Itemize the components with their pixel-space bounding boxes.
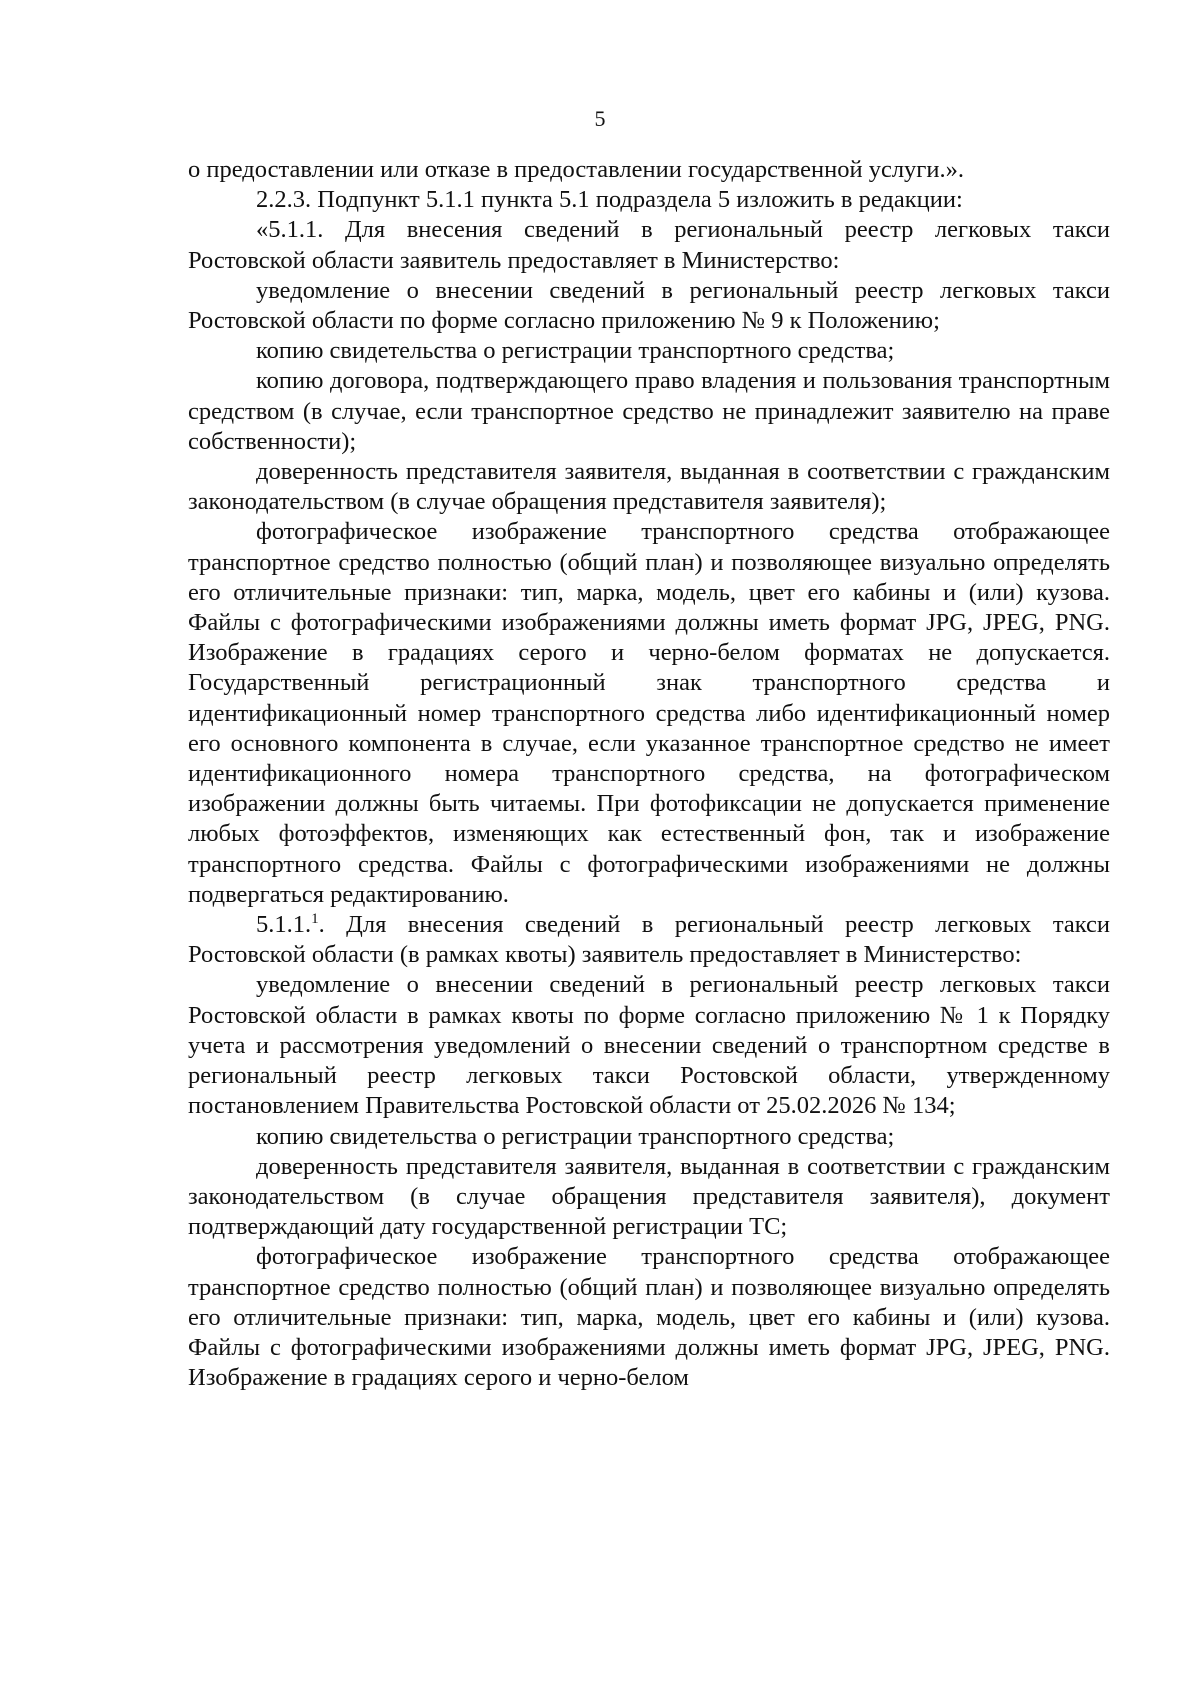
subclause-superscript: 1 [311, 910, 319, 927]
paragraph-continuation: о предоставлении или отказе в предоставлении государственной услуги.». [188, 156, 964, 183]
document-body [188, 155, 1110, 1393]
paragraph-photo-requirements: фотографическое изображение транспортного средства отображающее транспортное средство полностью (общий план) и позволяющее визуально определять его отличительные признаки: тип, марка, модель, цвет его кабины и (или) кузова. Файлы с фотографическими изображениями должны иметь формат JPG, JPEG, PNG. Изображение в градациях серого и черно-белом форматах не допускается. Государственный регистрационный знак транспортного средства и идентификационный номер транспортного средства либо идентификационный номер его основного компонента в случае, если указанное транспортное средство не имеет идентификационного номера транспортного средства, на фотографическом изображении должны быть читаемы. При фотофиксации не допускается применение любых фотоэффектов, изменяющих как естественный фон, так и изображение транспортного средства. Файлы с фотографическими изображениями не должны подвергаться редактированию. [188, 518, 1110, 908]
paragraph-registration-copy-item: копию свидетельства о регистрации транспортного средства; [256, 337, 895, 365]
paragraph-amendment-2-2-3: 2.2.3. Подпункт 5.1.1 пункта 5.1 подраздела 5 изложить в редакции: [256, 186, 963, 214]
paragraph-photo-requirements-2: фотографическое изображение транспортного средства отображающее транспортное средство полностью (общий план) и позволяющее визуально определять его отличительные признаки: тип, марка, модель, цвет его кабины и (или) кузова. Файлы с фотографическими изображениями должны иметь формат JPG, JPEG, PNG. Изображение в градациях серого и черно-белом [188, 1243, 1110, 1392]
paragraph-clause-5-1-1: «5.1.1. Для внесения сведений в региональный реестр легковых такси Ростовской области заявитель предоставляет в Министерство: [188, 216, 1110, 274]
paragraph-registration-copy-item-2: копию свидетельства о регистрации транспортного средства; [256, 1122, 895, 1150]
paragraph-notice-item: уведомление о внесении сведений в региональный реестр легковых такси Ростовской области по форме согласно приложению № 9 к Положению; [188, 276, 1110, 335]
paragraph-power-of-attorney-item: доверенность представителя заявителя, выданная в соответствии с гражданским законодательством (в случае обращения представителя заявителя); [188, 458, 1110, 516]
paragraph-power-of-attorney-item-2: доверенность представителя заявителя, выданная в соответствии с гражданским законодательством (в случае обращения представителя заявителя), документ подтверждающий дату государственной регистрации ТС; [188, 1152, 1110, 1241]
paragraph-quota-notice-item: уведомление о внесении сведений в региональный реестр легковых такси Ростовской области в рамках квоты по форме согласно приложению № 1 к Порядку учета и рассмотрения уведомлений о внесении сведений о транспортном средстве в региональный реестр легковых такси Ростовской области, утвержденному постановлением Правительства Ростовской области от 25.02.2026 № 134; [188, 971, 1110, 1120]
paragraph-contract-copy-item: копию договора, подтверждающего право владения и пользования транспортным средством (в случае, если транспортное средство не принадлежит заявителю на праве собственности); [188, 367, 1110, 455]
paragraph-subclause-5-1-1-1 [188, 910, 1110, 970]
page-number: 5 [594, 106, 606, 131]
subclause-number: 5.1.1. [256, 911, 312, 939]
subclause-text: . Для внесения сведений в региональный реестр легковых такси Ростовской области (в рамках квоты) заявитель предоставляет в Министерство: [188, 911, 1110, 969]
